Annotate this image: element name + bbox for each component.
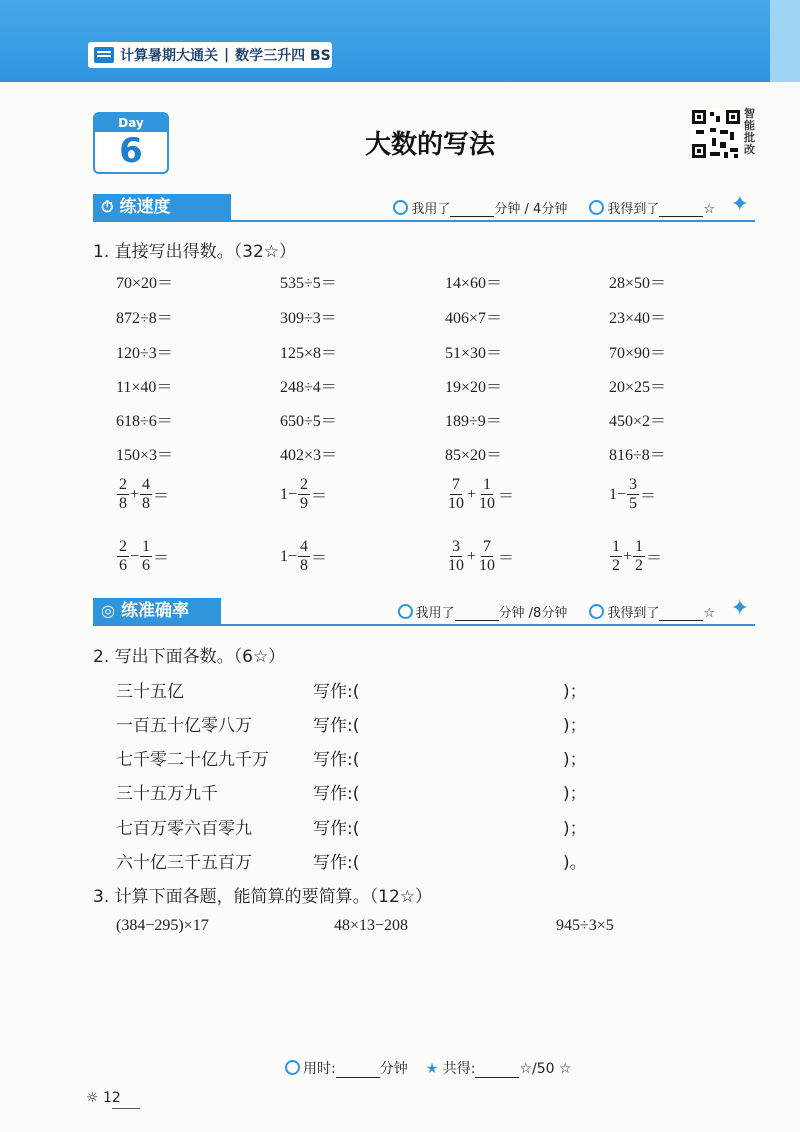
fraction: [477, 538, 497, 575]
q2-close-paren: )；: [563, 784, 587, 804]
q1-equation: 70×20＝: [116, 275, 174, 292]
q2-number-words: 六十亿三千五百万: [116, 853, 252, 873]
q1-equation: 125×8＝: [280, 345, 338, 362]
footer-time-suffix: 分钟: [379, 1061, 408, 1077]
operator: −: [130, 547, 140, 565]
q2-answer-field[interactable]: [372, 814, 557, 836]
numerator: 1: [612, 538, 620, 555]
section-accuracy-stats: [398, 602, 715, 621]
fraction: [298, 476, 310, 513]
numerator: 1: [483, 476, 492, 493]
day-label: Day: [95, 114, 167, 132]
q1-fraction-expression: [280, 476, 327, 513]
equals-sign: ＝: [498, 488, 515, 505]
stopwatch-icon: ⏱: [101, 197, 114, 216]
q1-equation: 872÷8＝: [116, 310, 173, 327]
q1-equation: 28×50＝: [609, 275, 667, 292]
numerator: 2: [119, 476, 127, 493]
q2-answer-field[interactable]: [372, 779, 557, 801]
time-blank[interactable]: [450, 204, 494, 217]
section-speed-title: [93, 194, 231, 220]
footer-total-suffix: ☆/50 ☆: [519, 1061, 572, 1077]
denominator: 9: [300, 495, 309, 512]
q1-equation: 23×40＝: [609, 310, 667, 327]
q1-equation: 20×25＝: [609, 379, 667, 396]
denominator: 6: [142, 557, 151, 574]
q1-equation: 189÷9＝: [445, 413, 502, 430]
time-used-suffix: 分钟 / 4分钟: [494, 202, 568, 217]
star-icon: ★: [425, 1061, 439, 1077]
q1-equation: 11×40＝: [116, 379, 173, 396]
fraction: [477, 476, 497, 513]
q2-answer-field[interactable]: [372, 677, 557, 699]
score-prefix: 我得到了: [607, 606, 660, 621]
numerator: 3: [452, 538, 460, 555]
q1-equation: 402×3＝: [280, 447, 338, 464]
q1-equation: 309÷3＝: [280, 310, 337, 327]
check-icon: [589, 604, 604, 619]
equals-sign: ＝: [153, 550, 170, 567]
qr-code-icon[interactable]: [690, 108, 742, 160]
section-divider: [93, 624, 755, 626]
footer-time: [285, 1058, 408, 1078]
qr-label: 智能批改: [744, 107, 755, 156]
q2-number-words: 一百五十亿零八万: [116, 716, 252, 736]
section-accuracy-bar: [93, 598, 755, 626]
operator: +: [467, 485, 477, 503]
footer-total-prefix: 共得:: [442, 1061, 476, 1077]
numerator: 7: [483, 538, 492, 555]
q1-equation: 150×3＝: [116, 447, 174, 464]
equals-sign: ＝: [640, 488, 657, 505]
q2-write-label: 写作:(: [313, 750, 360, 770]
day-number: 6: [119, 131, 143, 171]
q2-answer-field[interactable]: [372, 711, 557, 733]
q2-write-label: 写作:(: [313, 716, 360, 736]
numerator: 4: [300, 538, 309, 555]
denominator: 10: [448, 557, 464, 574]
numerator: 1: [142, 538, 151, 555]
score: [589, 602, 715, 621]
q1-equation: 120÷3＝: [116, 345, 173, 362]
q2-write-label: 写作:(: [313, 819, 360, 839]
q2-number-words: 七百万零六百零九: [116, 819, 252, 839]
section-speed-stats: [393, 198, 715, 217]
q3-problem: 48×13−208: [334, 917, 409, 934]
fraction: [117, 476, 129, 513]
q2-number-words: 七千零二十亿九千万: [116, 750, 269, 770]
q1-equation: 450×2＝: [609, 413, 667, 430]
footer-time-prefix: 用时:: [303, 1061, 336, 1077]
clock-icon: [285, 1060, 300, 1075]
section-speed-label: 练速度: [119, 197, 171, 217]
time-used-suffix: 分钟 /8分钟: [498, 606, 568, 621]
q1-fraction-expression: [116, 538, 169, 575]
denominator: 10: [479, 557, 496, 574]
time-used: [393, 198, 567, 217]
equals-sign: ＝: [498, 550, 515, 567]
top-banner: [0, 0, 800, 82]
numerator: 7: [452, 476, 460, 493]
q1-fraction-expression: [445, 538, 514, 575]
target-icon: ◎: [101, 601, 115, 620]
time-used-prefix: 我用了: [415, 606, 455, 621]
sun-icon: ☼: [86, 1090, 99, 1106]
q1-equation: 85×20＝: [445, 447, 503, 464]
fraction: [446, 538, 466, 575]
fraction: [140, 538, 152, 575]
q2-close-paren: )。: [563, 853, 587, 873]
numerator: 2: [300, 476, 309, 493]
expression-lead: 1−: [609, 485, 627, 503]
score-suffix: ☆: [703, 606, 715, 621]
star-icon: ✦: [730, 192, 749, 217]
q1-equation: 19×20＝: [445, 379, 503, 396]
fraction: [117, 538, 129, 575]
question-3-heading: 3. 计算下面各题，能简算的要简算。（12☆）: [93, 887, 432, 907]
series-name: 计算暑期大通关: [120, 48, 218, 64]
expression-lead: 1−: [280, 547, 298, 565]
denominator: 5: [629, 495, 638, 512]
fraction: [627, 476, 639, 513]
time-used-prefix: 我用了: [411, 202, 451, 217]
numerator: 3: [629, 476, 638, 493]
denominator: 10: [448, 495, 464, 512]
numerator: 2: [119, 538, 127, 555]
q1-equation: 70×90＝: [609, 345, 667, 362]
footer-total: [426, 1058, 572, 1078]
fraction: [140, 476, 152, 513]
banner-page-fold: [770, 0, 800, 82]
section-divider: [93, 220, 755, 222]
score-prefix: 我得到了: [607, 202, 660, 217]
fraction: [610, 538, 622, 575]
question-1-heading: 1. 直接写出得数。（32☆）: [93, 242, 296, 262]
clock-icon: [393, 200, 408, 215]
q2-close-paren: )；: [563, 819, 587, 839]
page-number-underline: [112, 1108, 140, 1109]
star-icon: ✦: [730, 596, 749, 621]
denominator: 8: [142, 495, 151, 512]
score-suffix: ☆: [703, 202, 715, 217]
q2-answer-field[interactable]: [372, 745, 557, 767]
q2-close-paren: )；: [563, 682, 587, 702]
day-card: [93, 112, 169, 174]
score: [589, 198, 715, 217]
time-used: [398, 602, 568, 621]
q2-write-label: 写作:(: [313, 853, 360, 873]
equals-sign: ＝: [153, 488, 170, 505]
footer-total-blank[interactable]: [475, 1065, 519, 1078]
question-2-heading: 2. 写出下面各数。（6☆）: [93, 647, 286, 667]
q2-write-label: 写作:(: [313, 784, 360, 804]
numerator: 4: [142, 476, 151, 493]
q2-number-words: 三十五万九千: [116, 784, 218, 804]
footer-time-blank[interactable]: [336, 1065, 380, 1078]
fraction: [446, 476, 466, 513]
score-blank[interactable]: [659, 608, 703, 621]
operator: +: [130, 485, 140, 503]
q1-equation: 406×7＝: [445, 310, 503, 327]
series-separator: |: [224, 47, 230, 63]
q1-equation: 535÷5＝: [280, 275, 337, 292]
equals-sign: ＝: [311, 488, 328, 505]
clock-icon: [398, 604, 413, 619]
fraction: [298, 538, 310, 575]
series-grade: 数学三升四 BS: [235, 48, 331, 64]
q1-fraction-expression: [445, 476, 514, 513]
equals-sign: ＝: [646, 550, 663, 567]
q1-equation: 248÷4＝: [280, 379, 337, 396]
denominator: 8: [300, 557, 309, 574]
book-icon: [94, 47, 114, 63]
q1-fraction-expression: [280, 538, 327, 575]
series-tag: [88, 42, 332, 68]
page-number: [86, 1090, 121, 1106]
q2-answer-field[interactable]: [372, 848, 557, 870]
section-accuracy-title: [93, 598, 221, 624]
time-blank[interactable]: [455, 608, 499, 621]
section-accuracy-label: 练准确率: [120, 601, 189, 621]
q1-equation: 650÷5＝: [280, 413, 337, 430]
denominator: 6: [119, 557, 127, 574]
equals-sign: ＝: [311, 550, 328, 567]
q2-write-label: 写作:(: [313, 682, 360, 702]
footer-stats: [285, 1058, 572, 1078]
q1-fraction-expression: [609, 538, 662, 575]
denominator: 2: [612, 557, 620, 574]
denominator: 8: [119, 495, 127, 512]
q2-close-paren: )；: [563, 716, 587, 736]
q2-number-words: 三十五亿: [116, 682, 184, 702]
q2-close-paren: )；: [563, 750, 587, 770]
score-blank[interactable]: [659, 204, 703, 217]
q1-fraction-expression: [116, 476, 169, 513]
expression-lead: 1−: [280, 485, 298, 503]
check-icon: [589, 200, 604, 215]
operator: +: [623, 547, 633, 565]
operator: +: [467, 547, 477, 565]
q1-equation: 51×30＝: [445, 345, 503, 362]
page-number-value: 12: [103, 1090, 121, 1106]
fraction: [633, 538, 645, 575]
q3-problem: 945÷3×5: [556, 917, 614, 934]
q1-fraction-expression: [609, 476, 656, 513]
numerator: 1: [635, 538, 644, 555]
page-title: 大数的写法: [364, 130, 495, 160]
q1-equation: 618÷6＝: [116, 413, 173, 430]
denominator: 10: [479, 495, 496, 512]
q1-equation: 816÷8＝: [609, 447, 666, 464]
denominator: 2: [635, 557, 644, 574]
q1-equation: 14×60＝: [445, 275, 503, 292]
q3-problem: (384−295)×17: [116, 917, 209, 934]
section-speed-bar: [93, 194, 755, 222]
